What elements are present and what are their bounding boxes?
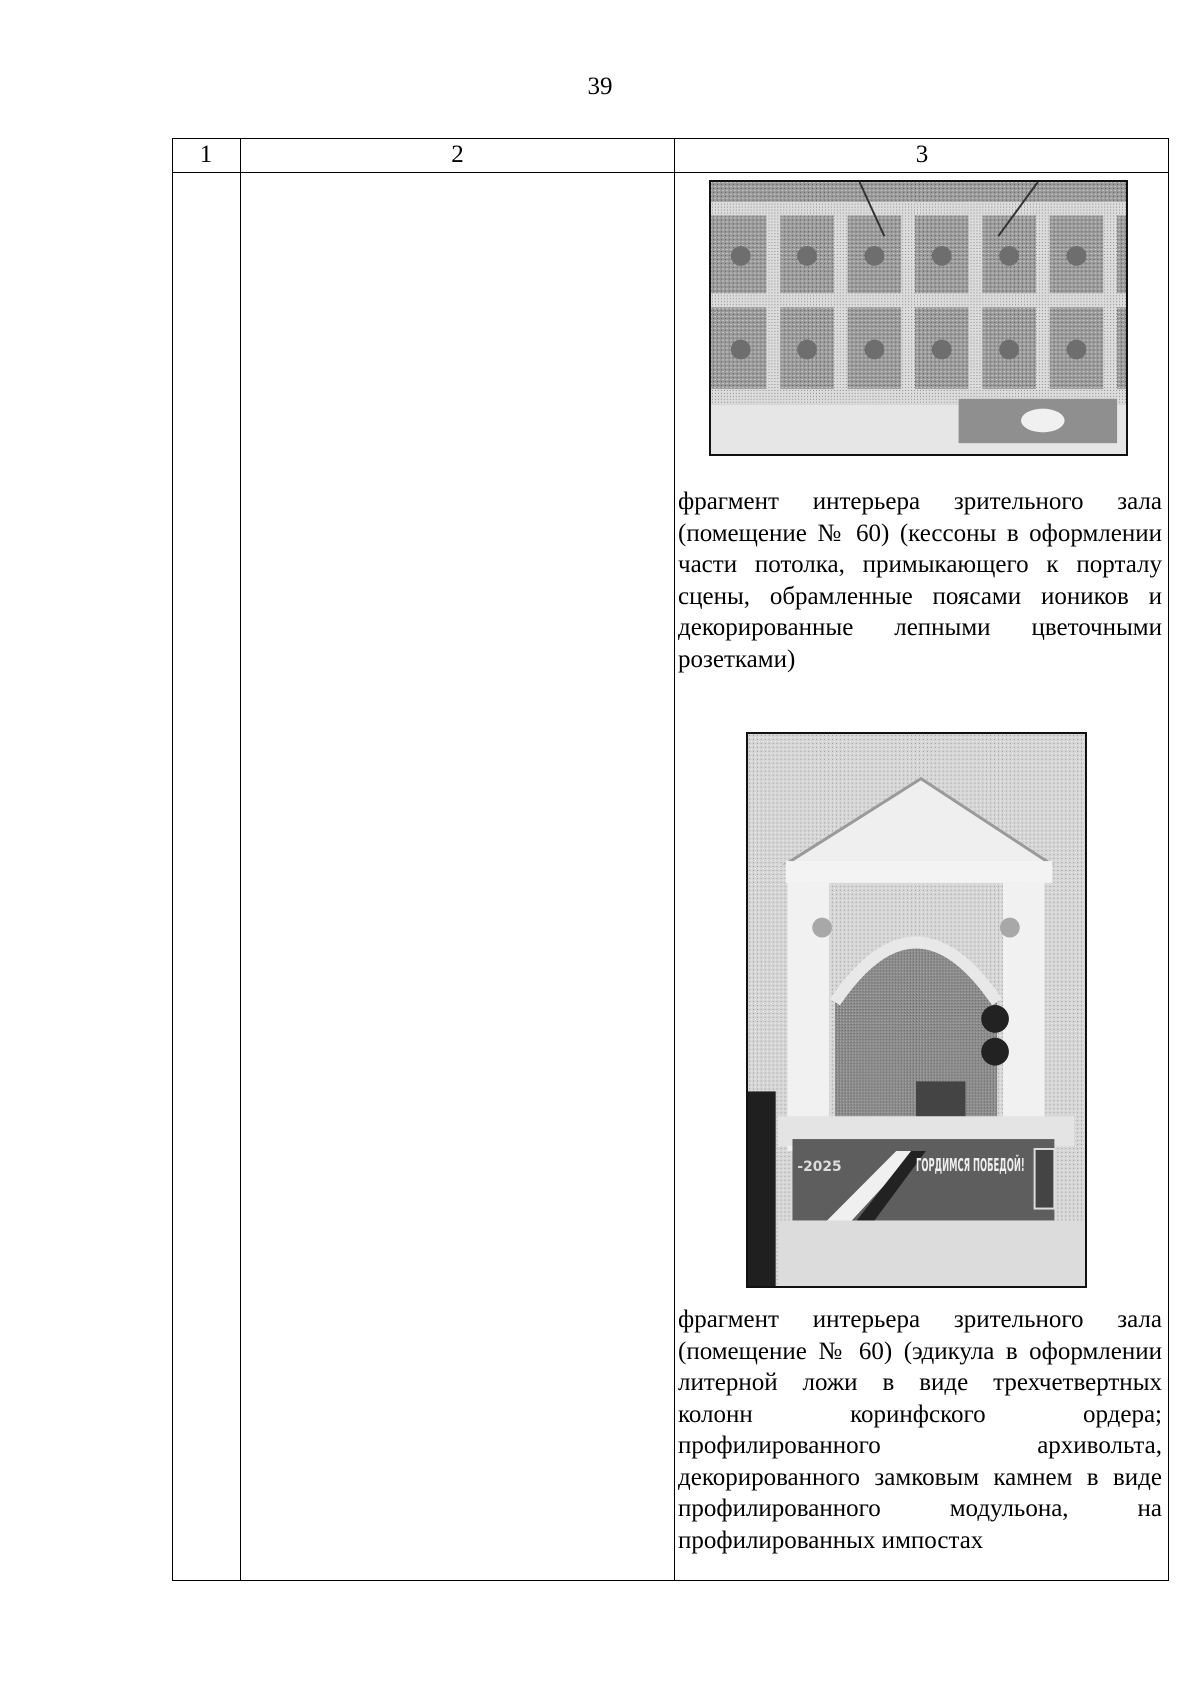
header-cell-2: 2 [451,141,464,168]
photo-ceiling-coffers [709,180,1128,456]
page-number: 39 [587,73,613,100]
header-cell-3: 3 [915,141,929,168]
banner-year: -2025 [797,1158,842,1175]
banner-text [916,1154,1025,1176]
photo-aedicule-box [746,732,1087,1288]
header-divider [172,172,1169,173]
column-divider-1 [240,138,241,1581]
header-cell-1: 1 [199,141,213,168]
column-divider-2 [674,138,675,1581]
photo-caption-aedicule: фрагмент интерьера зрительного зала (помещение № 60) (эдикула в оформлении литерной ложи в виде трехчетвертных колонн коринфского ордера; профилированного архивольта, декорированного замковым камнем в виде профилированного модульона, на профилированных импостах [678,1306,1162,1554]
photo-caption-ceiling: фрагмент интерьера зрительного зала (помещение № 60) (кессоны в оформлении части потолка, примыкающего к порталу сцены, обрамленные поясами иоников и декорированные лепными цветочными розетками) [678,488,1162,673]
